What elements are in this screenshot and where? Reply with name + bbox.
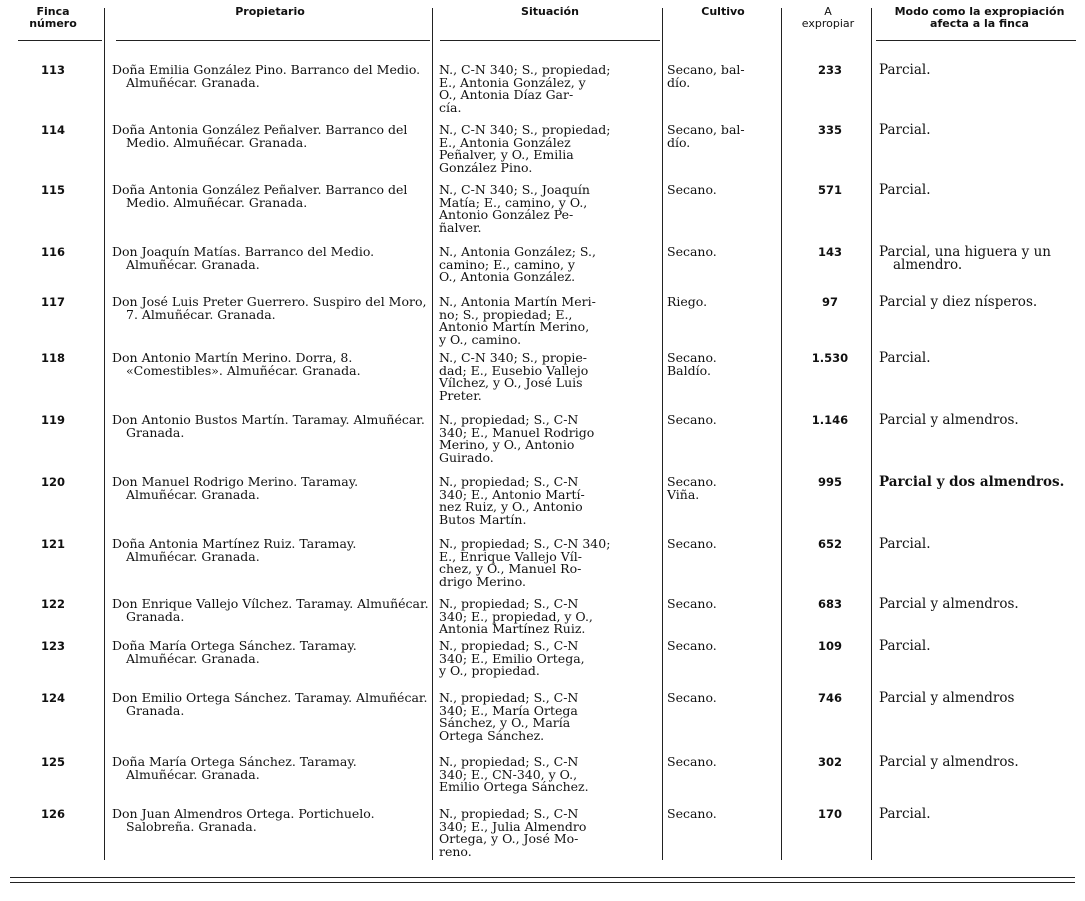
location: N., C-N 340; S., propiedad; E., Antonia González Peñalver, y O., Emilia González Pino. [439,122,611,175]
finca-number: 123 [40,639,65,653]
area-to-expropriate: 97 [821,295,838,309]
effect-mode [879,808,1085,821]
effect-mode-text: Parcial y almendros [879,690,1015,706]
effect-mode-text: Parcial. [879,536,931,552]
location: N., Antonia Martín Meri- no; S., propiedad; E., Antonio Martín Merino, y O., camino. [439,294,596,347]
owner [112,296,430,321]
crop: Secano. [667,806,717,821]
effect-mode [879,756,1085,769]
owner-text: Doña Antonia González Peñalver. Barranco del Medio. Almuñécar. Granada. [112,122,408,150]
effect-mode-text: Parcial. [879,350,931,366]
crop: Secano. Viña. [667,474,717,502]
bottom-rule [10,877,1075,878]
owner-text: Doña María Ortega Sánchez. Taramay. Almuñécar. Granada. [112,754,357,782]
effect-mode-text: Parcial. [879,182,931,198]
crop: Secano. [667,754,717,769]
owner-text: Don Joaquín Matías. Barranco del Medio. Almuñécar. Granada. [112,244,375,272]
effect-mode [879,296,1085,309]
area-to-expropriate: 571 [817,183,842,197]
area-to-expropriate: 1.146 [811,413,849,427]
effect-mode-text: Parcial. [879,638,931,654]
column-divider [662,8,663,860]
owner-text: Don Emilio Ortega Sánchez. Taramay. Almuñécar. Granada. [112,690,428,718]
column-divider [871,8,872,860]
area-to-expropriate: 233 [817,63,842,77]
finca-number: 121 [40,537,65,551]
area-to-expropriate: 335 [817,123,842,137]
owner-text: Don Enrique Vallejo Vílchez. Taramay. Almuñécar. Granada. [112,596,429,624]
location: N., propiedad; S., C-N 340; E., Emilio Ortega, y O., propiedad. [439,638,585,678]
location: N., C-N 340; S., Joaquín Matía; E., camino, y O., Antonio González Pe- ñalver. [439,182,590,235]
header-rule [18,40,102,41]
owner [112,538,430,563]
effect-mode-text: Parcial y dos almendros. [879,474,1065,490]
effect-mode [879,476,1085,489]
owner [112,692,430,717]
header-rule [876,40,1076,41]
owner-text: Don Manuel Rodrigo Merino. Taramay. Almuñécar. Granada. [112,474,359,502]
crop: Secano. [667,596,717,611]
area-to-expropriate: 683 [817,597,842,611]
location: N., propiedad; S., C-N 340; E., Manuel Rodrigo Merino, y O., Antonio Guirado. [439,412,595,465]
crop: Secano. [667,536,717,551]
area-to-expropriate: 652 [817,537,842,551]
finca-number: 115 [40,183,65,197]
crop: Secano, bal- dío. [667,122,745,150]
column-divider [781,8,782,860]
finca-number: 125 [40,755,65,769]
owner-text: Don Antonio Martín Merino. Dorra, 8. «Comestibles». Almuñécar. Granada. [112,350,361,378]
area-to-expropriate: 143 [817,245,842,259]
effect-mode [879,124,1085,137]
finca-number: 114 [40,123,65,137]
finca-number: 118 [40,351,65,365]
location: N., propiedad; S., C-N 340; E., Enrique Vallejo Víl- chez, y O., Manuel Ro- drigo Merino. [439,536,611,589]
area-to-expropriate: 302 [817,755,842,769]
crop: Secano. [667,638,717,653]
owner [112,414,430,439]
location: N., propiedad; S., C-N 340; E., CN-340, y O., Emilio Ortega Sánchez. [439,754,589,794]
effect-mode [879,64,1085,77]
owner [112,246,430,271]
crop: Secano. [667,690,717,705]
owner-text: Don Juan Almendros Ortega. Portichuelo. Salobreña. Granada. [112,806,375,834]
header-propietario: Propietario [235,5,305,18]
owner-text: Don José Luis Preter Guerrero. Suspiro del Moro, 7. Almuñécar. Granada. [112,294,427,322]
effect-mode [879,640,1085,653]
crop: Secano. [667,182,717,197]
effect-mode-text: Parcial. [879,122,931,138]
column-divider [432,8,433,860]
owner [112,640,430,665]
location: N., propiedad; S., C-N 340; E., Antonio Martí- nez Ruiz, y O., Antonio Butos Martín. [439,474,585,527]
effect-mode-text: Parcial. [879,62,931,78]
finca-number: 120 [40,475,65,489]
header-cultivo: Cultivo [701,5,745,18]
owner-text: Doña Antonia Martínez Ruiz. Taramay. Almuñécar. Granada. [112,536,357,564]
area-to-expropriate: 1.530 [811,351,849,365]
effect-mode [879,246,1085,271]
owner [112,124,430,149]
owner-text: Don Antonio Bustos Martín. Taramay. Almuñécar. Granada. [112,412,425,440]
effect-mode-text: Parcial y diez nísperos. [879,294,1038,310]
effect-mode [879,538,1085,551]
effect-mode-text: Parcial, una higuera y un almendro. [879,244,1051,273]
location: N., propiedad; S., C-N 340; E., propiedad, y O., Antonia Martínez Ruiz. [439,596,593,636]
effect-mode [879,692,1085,705]
finca-number: 122 [40,597,65,611]
bottom-rule [10,882,1075,883]
owner [112,352,430,377]
owner [112,184,430,209]
finca-number: 124 [40,691,65,705]
area-to-expropriate: 170 [817,807,842,821]
location: N., C-N 340; S., propiedad; E., Antonia González, y O., Antonia Díaz Gar- cía. [439,62,611,115]
finca-number: 117 [40,295,65,309]
effect-mode-text: Parcial. [879,806,931,822]
effect-mode-text: Parcial y almendros. [879,754,1019,770]
column-divider [104,8,105,860]
effect-mode [879,184,1085,197]
effect-mode-text: Parcial y almendros. [879,412,1019,428]
header-rule [440,40,660,41]
owner-text: Doña María Ortega Sánchez. Taramay. Almuñécar. Granada. [112,638,357,666]
finca-number: 126 [40,807,65,821]
owner-text: Doña Emilia González Pino. Barranco del Medio. Almuñécar. Granada. [112,62,421,90]
effect-mode [879,598,1085,611]
area-to-expropriate: 995 [817,475,842,489]
owner [112,808,430,833]
header-situacion: Situación [521,5,579,18]
crop: Secano. [667,412,717,427]
finca-number: 116 [40,245,65,259]
crop: Secano, bal- dío. [667,62,745,90]
header-finca: Finca número [29,5,77,30]
header-expropiar: A expropiar [801,5,855,30]
crop: Secano. Baldío. [667,350,717,378]
area-to-expropriate: 109 [817,639,842,653]
crop: Riego. [667,294,708,309]
crop: Secano. [667,244,717,259]
location: N., C-N 340; S., propie- dad; E., Eusebio Vallejo Vílchez, y O., José Luis Preter. [439,350,589,403]
header-rule [116,40,430,41]
finca-number: 113 [40,63,65,77]
finca-number: 119 [40,413,65,427]
effect-mode [879,414,1085,427]
owner [112,598,430,623]
owner [112,476,430,501]
owner [112,64,430,89]
area-to-expropriate: 746 [817,691,842,705]
owner [112,756,430,781]
effect-mode-text: Parcial y almendros. [879,596,1019,612]
owner-text: Doña Antonia González Peñalver. Barranco del Medio. Almuñécar. Granada. [112,182,408,210]
location: N., propiedad; S., C-N 340; E., María Ortega Sánchez, y O., María Ortega Sánchez. [439,690,579,743]
location: N., Antonia González; S., camino; E., camino, y O., Antonia González. [439,244,596,284]
header-modo: Modo como la expropiación afecta a la finca [894,5,1065,30]
effect-mode [879,352,1085,365]
location: N., propiedad; S., C-N 340; E., Julia Almendro Ortega, y O., José Mo- reno. [439,806,587,859]
